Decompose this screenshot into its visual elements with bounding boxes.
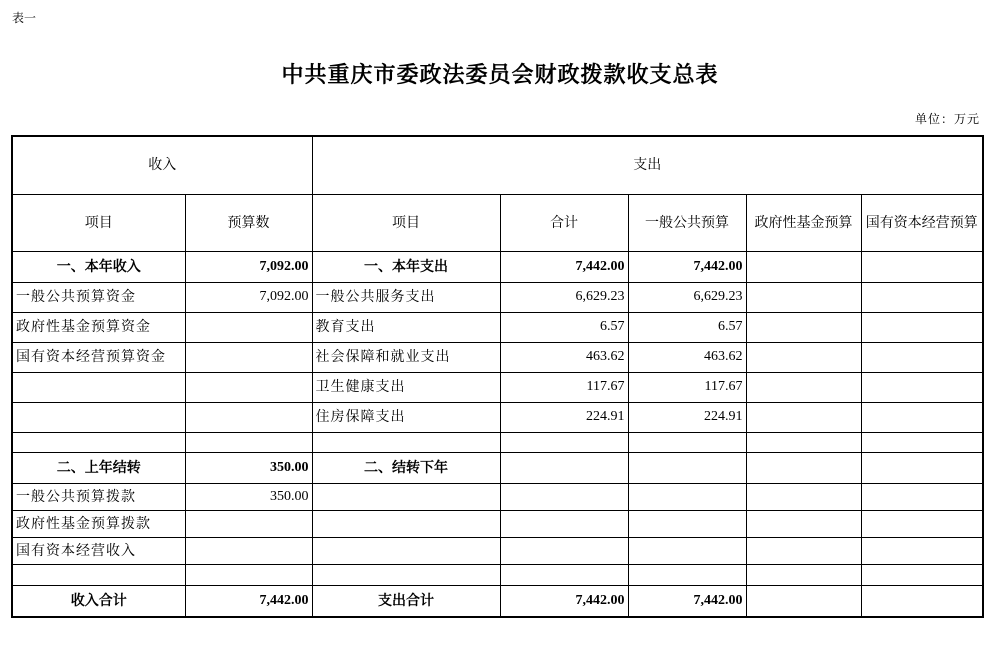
table-cell [628,511,746,538]
blank-row [12,433,983,453]
income-item [12,373,185,403]
table-cell [746,565,861,586]
expense-total: 117.67 [500,373,628,403]
income-item: 一般公共预算拨款 [12,484,185,511]
expense-general: 117.67 [628,373,746,403]
table-cell [861,484,983,511]
expense-item: 住房保障支出 [312,403,500,433]
income-value [185,511,312,538]
table-cell [861,586,983,618]
expense-general: 6,629.23 [628,283,746,313]
expense-general: 6.57 [628,313,746,343]
table-cell [746,586,861,618]
expense-gov-fund-header: 政府性基金预算 [746,195,861,252]
income-total-value: 7,442.00 [185,586,312,618]
income-budget-header: 预算数 [185,195,312,252]
section2-row [12,453,983,484]
section1-row [12,252,983,283]
blank-row [12,565,983,586]
table-cell [861,252,983,283]
expense-general: 224.91 [628,403,746,433]
section1-expense-total: 7,442.00 [500,252,628,283]
column-header-row [12,195,983,252]
unit-note: 单位：万元 [914,112,980,126]
table-cell [746,511,861,538]
expense-item-header: 项目 [312,195,500,252]
expense-total: 224.91 [500,403,628,433]
section1-expense-label: 一、本年支出 [312,252,500,283]
table-cell [861,565,983,586]
table-cell [500,433,628,453]
table-cell [628,433,746,453]
table-row [12,484,983,511]
table-cell [746,484,861,511]
expense-total: 463.62 [500,343,628,373]
expense-item: 一般公共服务支出 [312,283,500,313]
table-cell [746,373,861,403]
table-cell [312,511,500,538]
table-cell [312,433,500,453]
expense-total-header: 合计 [500,195,628,252]
table-cell [500,453,628,484]
table-cell [746,343,861,373]
table-cell [500,511,628,538]
table-cell [746,538,861,565]
table-cell [500,484,628,511]
expense-state-capital-header: 国有资本经营预算 [861,195,983,252]
table-cell [628,453,746,484]
expense-total-label: 支出合计 [312,586,500,618]
section2-income-label: 二、上年结转 [12,453,185,484]
table-row [12,538,983,565]
income-item: 政府性基金预算资金 [12,313,185,343]
income-value: 350.00 [185,484,312,511]
table-row [12,373,983,403]
section1-income-label: 一、本年收入 [12,252,185,283]
table-cell [185,433,312,453]
table-cell [861,538,983,565]
table-cell [312,565,500,586]
income-value [185,343,312,373]
table-row [12,283,983,313]
table-cell [12,433,185,453]
income-item [12,403,185,433]
category-row [12,136,983,195]
expense-general-header: 一般公共预算 [628,195,746,252]
table-label: 表一 [12,11,37,25]
section1-expense-general: 7,442.00 [628,252,746,283]
table-cell [861,343,983,373]
table-cell [746,433,861,453]
table-cell [628,565,746,586]
table-cell [628,484,746,511]
table-cell [746,252,861,283]
table-cell [861,403,983,433]
table-cell [746,283,861,313]
expense-total: 6.57 [500,313,628,343]
expense-general: 463.62 [628,343,746,373]
budget-summary-table [11,135,984,618]
income-item: 一般公共预算资金 [12,283,185,313]
income-value: 7,092.00 [185,283,312,313]
table-cell [185,565,312,586]
section1-income-value: 7,092.00 [185,252,312,283]
income-value [185,313,312,343]
income-category-header: 收入 [12,136,312,195]
expense-general-total: 7,442.00 [628,586,746,618]
table-cell [861,453,983,484]
income-value [185,403,312,433]
totals-row [12,586,983,618]
table-row [12,403,983,433]
income-value [185,538,312,565]
table-cell [500,565,628,586]
table-cell [312,538,500,565]
page-title: 中共重庆市委政法委员会财政拨款收支总表 [281,62,719,88]
expense-item: 社会保障和就业支出 [312,343,500,373]
table-cell [861,313,983,343]
expense-item: 卫生健康支出 [312,373,500,403]
table-cell [861,511,983,538]
section2-income-value: 350.00 [185,453,312,484]
income-value [185,373,312,403]
table-cell [746,313,861,343]
table-row [12,313,983,343]
income-item: 政府性基金预算拨款 [12,511,185,538]
table-row [12,511,983,538]
table-cell [746,453,861,484]
table-cell [746,403,861,433]
table-cell [861,433,983,453]
table-cell [861,283,983,313]
table-cell [628,538,746,565]
table-cell [12,565,185,586]
income-item: 国有资本经营收入 [12,538,185,565]
income-total-label: 收入合计 [12,586,185,618]
table-cell [500,538,628,565]
income-item: 国有资本经营预算资金 [12,343,185,373]
section2-expense-label: 二、结转下年 [312,453,500,484]
table-row [12,343,983,373]
table-cell [312,484,500,511]
income-item-header: 项目 [12,195,185,252]
expense-total: 6,629.23 [500,283,628,313]
expense-item: 教育支出 [312,313,500,343]
expense-total-value: 7,442.00 [500,586,628,618]
expense-category-header: 支出 [312,136,983,195]
table-cell [861,373,983,403]
